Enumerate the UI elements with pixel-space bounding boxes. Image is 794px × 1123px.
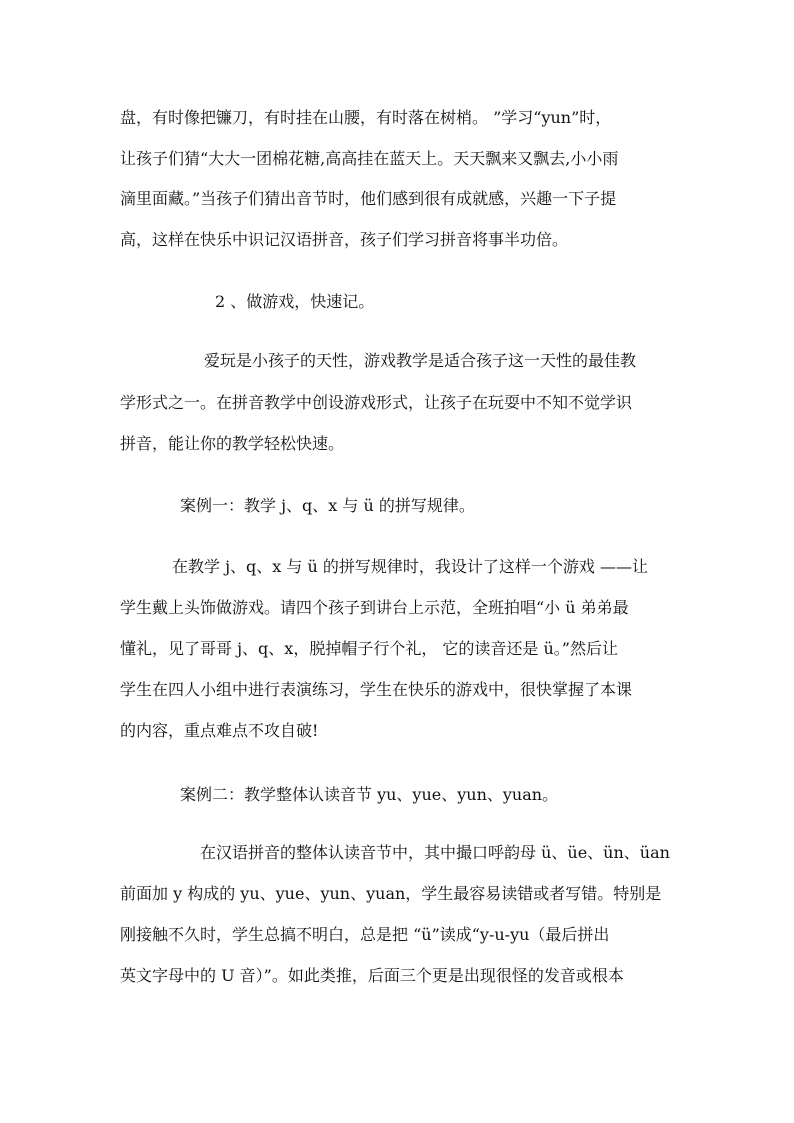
case-heading: 案例二：教学整体认读音节 yu、yue、yun、yuan。 bbox=[180, 785, 559, 804]
paragraph-line: 学生戴上头饰做游戏。请四个孩子到讲台上示范，全班拍唱“小 ü 弟弟最 bbox=[120, 598, 629, 617]
paragraph-line: 英文字母中的 U 音）”。如此类推，后面三个更是出现很怪的发音或根本 bbox=[120, 966, 624, 985]
paragraph-line: 在教学 j、q、x 与 ü 的拼写规律时，我设计了这样一个游戏 ——让 bbox=[172, 557, 648, 576]
section-heading: 2 、做游戏，快速记。 bbox=[215, 292, 375, 311]
paragraph-line: 爱玩是小孩子的天性，游戏教学是适合孩子这一天性的最佳教 bbox=[204, 351, 637, 370]
paragraph-line: 学生在四人小组中进行表演练习，学生在快乐的游戏中，很快掌握了本课 bbox=[120, 680, 633, 699]
paragraph-line: 高，这样在快乐中识记汉语拼音，孩子们学习拼音将事半功倍。 bbox=[120, 230, 569, 249]
paragraph-line: 滴里面藏。”当孩子们猜出音节时，他们感到很有成就感，兴趣一下子提 bbox=[120, 189, 617, 208]
paragraph-line: 在汉语拼音的整体认读音节中，其中撮口呼韵母 ü、üe、ün、üan bbox=[200, 843, 670, 862]
paragraph-line: 刚接触不久时，学生总搞不明白，总是把 “ü”读成“y-u-yu（最后拼出 bbox=[120, 925, 610, 944]
paragraph-line: 拼音，能让你的教学轻松快速。 bbox=[120, 434, 345, 453]
paragraph-line: 让孩子们猜“大大一团棉花糖,高高挂在蓝天上。天天飘来又飘去,小小雨 bbox=[120, 149, 619, 168]
paragraph-line: 前面加 y 构成的 yu、yue、yun、yuan，学生最容易读错或者写错。特别是 bbox=[120, 884, 662, 903]
paragraph-line: 的内容，重点难点不攻自破! bbox=[120, 721, 319, 740]
paragraph-line: 懂礼，见了哥哥 j、q、x，脱掉帽子行个礼， 它的读音还是 ü。”然后让 bbox=[120, 639, 618, 658]
paragraph-line: 学形式之一。在拼音教学中创设游戏形式，让孩子在玩耍中不知不觉学识 bbox=[120, 393, 633, 412]
paragraph-line: 盘，有时像把镰刀，有时挂在山腰，有时落在树梢。 ”学习“yun”时， bbox=[120, 108, 612, 127]
case-heading: 案例一：教学 j、q、x 与 ü 的拼写规律。 bbox=[180, 496, 475, 515]
